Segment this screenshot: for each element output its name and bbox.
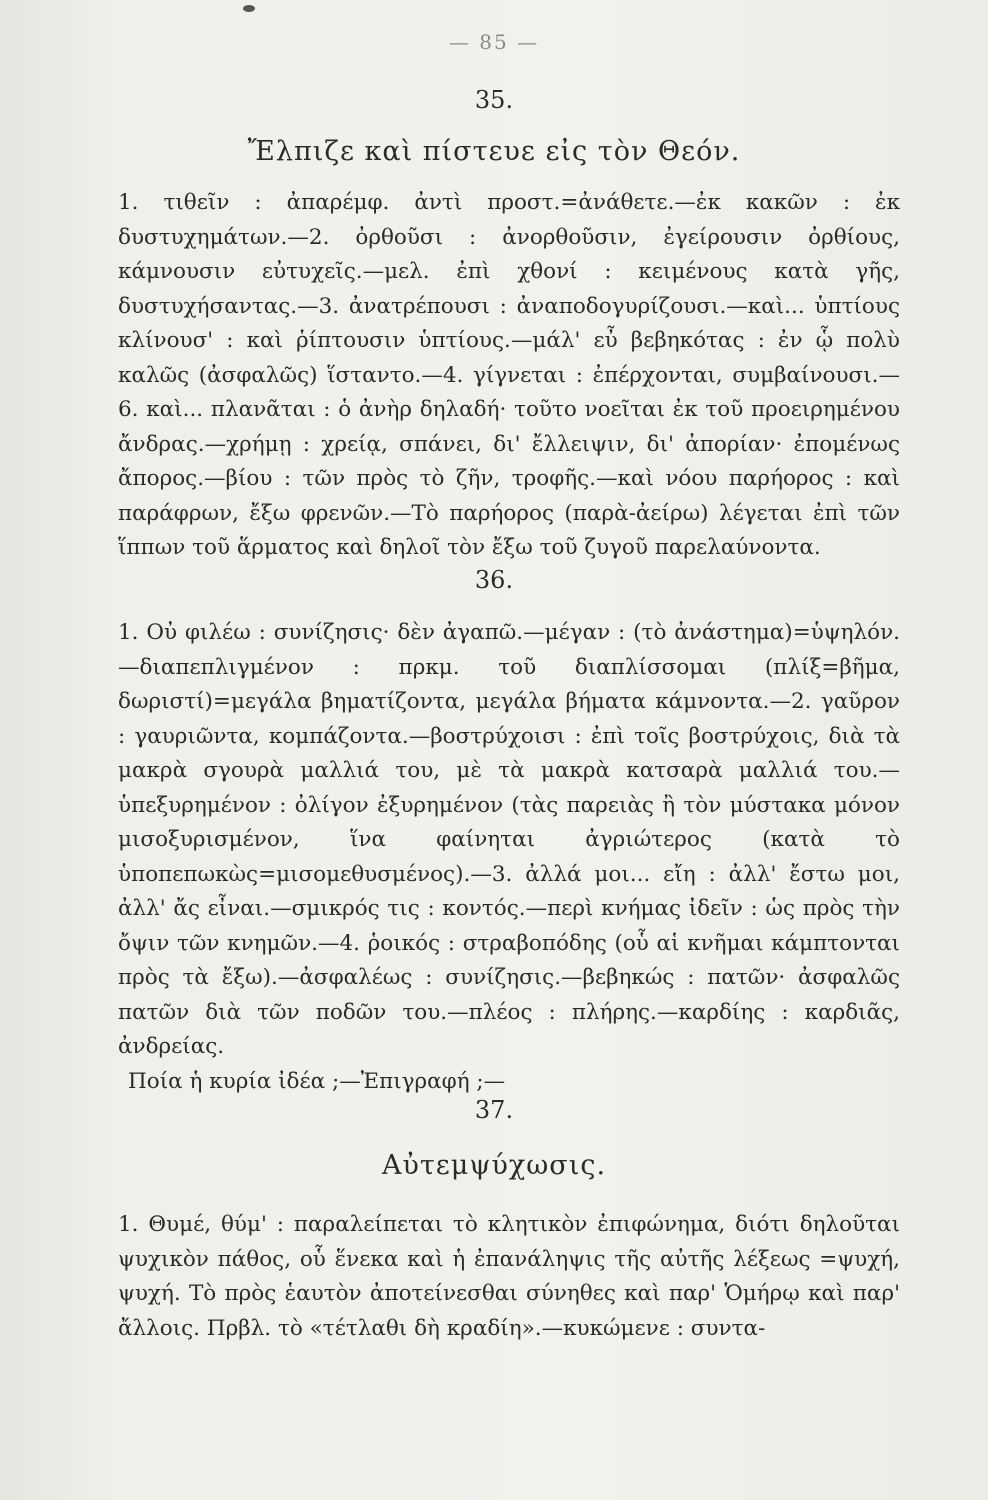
section-title-37: Αὐτεμψύχωσις. xyxy=(381,1150,607,1181)
ink-spot xyxy=(243,5,255,12)
section-title-35: Ἔλπιζε καὶ πίστευε εἰς τὸν Θεόν. xyxy=(247,136,741,167)
section-number-35: 35. xyxy=(474,86,514,114)
section-body-35 xyxy=(118,186,900,566)
page-number: — 85 — xyxy=(448,30,540,54)
section-body-36 xyxy=(118,616,900,1099)
section-body-37 xyxy=(118,1208,900,1346)
section-number-36: 36. xyxy=(474,566,514,594)
commentary-36: 1. Οὐ φιλέω : συνίζησις· δὲν ἀγαπῶ.—μέγαν : (τὸ ἀνάστημα)=ὑψηλόν.—διαπεπλιγμένον : πρκμ. τοῦ διαπλίσσομαι (πλίξ=βῆμα, δωριστί)=μεγάλα βηματίζοντα, μεγάλα βήματα κάμνοντα.—2. γαῦρον : γαυριῶντα, κομπάζοντα.—βοστρύχοισι : ἐπὶ τοῖς βοστρύχοις, διὰ τὰ μακρὰ σγουρὰ μαλλιά του, μὲ τὰ μακρὰ κατσαρὰ μαλλιά του.—ὑπεξυρημένον : ὀλίγον ἐξυρημένον (τὰς παρειὰς ἢ τὸν μύστακα μόνον μισοξυρισμένον, ἵνα φαίνηται ἀγριώτερος (κατὰ τὸ ὑποπεπωκὼς=μισομεθυσμένος).—3. ἀλλά μοι... εἴη : ἀλλ' ἔστω μοι, ἀλλ' ἄς εἶναι.—σμικρός τις : κοντός.—περὶ κνήμας ἰδεῖν : ὡς πρὸς τὴν ὄψιν τῶν κνημῶν.—4. ῥοικός : στραβοπόδης (οὗ αἱ κνῆμαι κάμπτονται πρὸς τὰ ἔξω).—ἀσφαλέως : συνίζησις.—βεβηκώς : πατῶν· ἀσφαλῶς πατῶν διὰ τῶν ποδῶν του.—πλέος : πλήρης.—καρδίης : καρδιᾶς, ἀνδρείας. xyxy=(118,620,900,1059)
section-number-37: 37. xyxy=(474,1096,514,1124)
commentary-35: 1. τιθεῖν : ἀπαρέμφ. ἀντὶ προστ.=ἀνάθετε.—ἐκ κακῶν : ἐκ δυστυχημάτων.—2. ὀρθοῦσι : ἀνορθοῦσιν, ἐγείρουσιν ὀρθίους, κάμνουσιν εὐτυχεῖς.—μελ. ἐπὶ χθονί : κειμένους κατὰ γῆς, δυστυχήσαντας.—3. ἀνατρέπουσι : ἀναποδογυρίζουσι.—καὶ... ὑπτίους κλίνουσ' : καὶ ῥίπτουσιν ὑπτίους.—μάλ' εὖ βεβηκότας : ἐν ᾧ πολὺ καλῶς (ἀσφαλῶς) ἵσταντο.—4. γίγνεται : ἐπέρχονται, συμβαίνουσι.—6. καὶ... πλανᾶται : ὁ ἀνὴρ δηλαδή· τοῦτο νοεῖται ἐκ τοῦ προειρημένου ἄνδρας.—χρήμῃ : χρείᾳ, σπάνει, δι' ἔλλειψιν, δι' ἀπορίαν· ἐπομένως ἄπορος.—βίου : τῶν πρὸς τὸ ζῆν, τροφῆς.—καὶ νόου παρήορος : καὶ παράφρων, ἔξω φρενῶν.—Τὸ παρήορος (παρὰ-ἀείρω) λέγεται ἐπὶ τῶν ἵππων τοῦ ἅρματος καὶ δηλοῖ τὸν ἔξω τοῦ ζυγοῦ παρελαύνοντα. xyxy=(118,190,900,560)
study-question: Ποία ἡ κυρία ἰδέα ;—Ἐπιγραφή ;— xyxy=(128,1068,506,1094)
commentary-37: 1. Θυμέ, θύμ' : παραλείπεται τὸ κλητικὸν ἐπιφώνημα, διότι δηλοῦται ψυχικὸν πάθος, οὗ ἕνεκα καὶ ἡ ἐπανάληψις τῆς αὐτῆς λέξεως =ψυχή, ψυχή. Τὸ πρὸς ἑαυτὸν ἀποτείνεσθαι σύνηθες καὶ παρ' Ὁμήρῳ καὶ παρ' ἄλλοις. Πρβλ. τὸ «τέτλαθι δὴ κραδίη».—κυκώμενε : συντα- xyxy=(118,1212,900,1341)
